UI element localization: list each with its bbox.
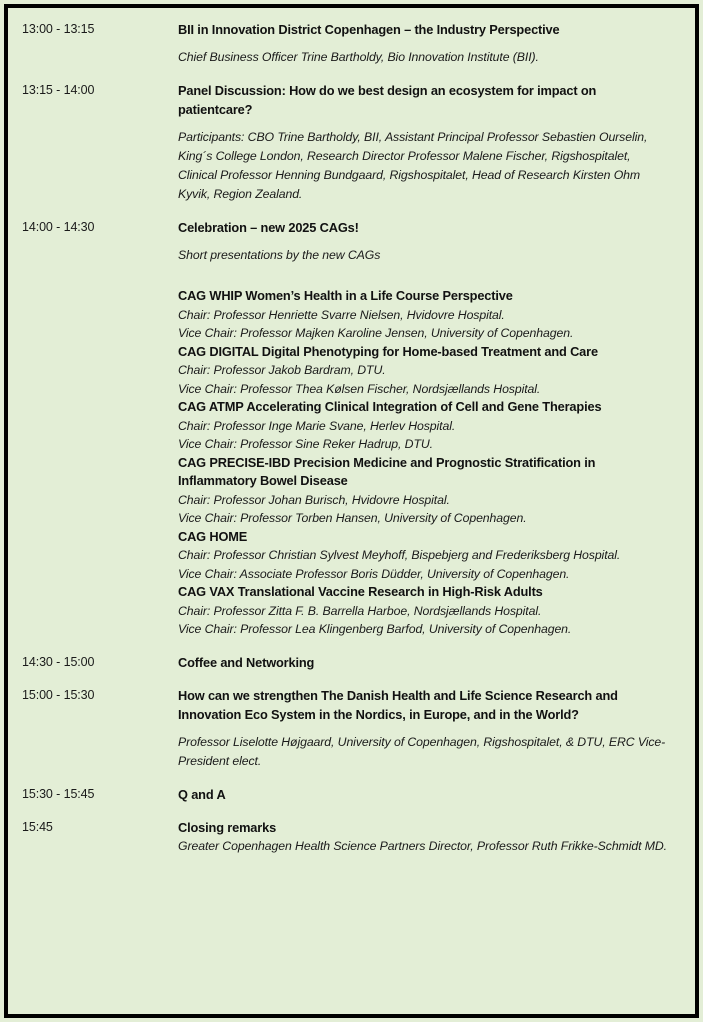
cag-name: CAG ATMP Accelerating Clinical Integration of Cell and Gene Therapies <box>178 399 602 414</box>
agenda-time: 14:30 - 15:00 <box>22 654 95 669</box>
agenda-row <box>8 81 695 204</box>
agenda-session-detail: Short presentations by the new CAGs <box>178 248 381 262</box>
agenda-row <box>8 818 695 856</box>
spacer <box>8 804 695 818</box>
cag-list-item <box>178 287 671 343</box>
spacer <box>8 67 695 81</box>
spacer <box>178 724 671 733</box>
agenda-time: 15:00 - 15:30 <box>22 687 95 702</box>
spacer <box>178 237 671 246</box>
agenda-session-detail: Chief Business Officer Trine Bartholdy, Bio Innovation Institute (BII). <box>178 50 539 64</box>
cag-name: CAG HOME <box>178 528 248 544</box>
cag-chair: Chair: Professor Zitta F. B. Barrella Harboe, Nordsjællands Hospital. <box>178 603 542 618</box>
cag-chair: Chair: Professor Jakob Bardram, DTU. <box>178 363 386 377</box>
agenda-session-detail: Professor Liselotte Højgaard, University of Copenhagen, Rigshospitalet, & DTU, ERC Vice-President elect. <box>178 734 666 768</box>
agenda-row <box>8 785 695 804</box>
spacer <box>8 639 695 653</box>
agenda-time: 13:15 - 14:00 <box>22 83 95 97</box>
agenda-content <box>178 785 695 804</box>
agenda-time: 14:00 - 14:30 <box>22 220 95 234</box>
agenda-page-frame <box>4 4 699 1018</box>
agenda-time: 13:00 - 13:15 <box>22 22 95 36</box>
agenda-content <box>178 686 695 771</box>
cag-chair: Chair: Professor Inge Marie Svane, Herlev Hospital. <box>178 418 456 433</box>
spacer <box>178 39 671 48</box>
cag-name: CAG PRECISE-IBD Precision Medicine and Prognostic Stratification in Inflammatory Bowel Disease <box>178 454 596 488</box>
spacer <box>178 265 671 287</box>
cag-name: CAG WHIP Women’s Health in a Life Course Perspective <box>178 288 513 303</box>
spacer <box>8 771 695 785</box>
cag-list-item <box>178 398 671 454</box>
agenda-row <box>8 653 695 672</box>
cag-chair: Chair: Professor Henriette Svarre Nielsen, Hvidovre Hospital. <box>178 307 505 322</box>
cag-name: CAG VAX Translational Vaccine Research in High-Risk Adults <box>178 584 543 599</box>
agenda-session-title: Coffee and Networking <box>178 654 315 670</box>
agenda-session-title: Q and A <box>178 786 226 802</box>
cag-list-item <box>178 454 671 528</box>
agenda-row <box>8 218 695 639</box>
agenda-session-title: Celebration – new 2025 CAGs! <box>178 220 359 235</box>
agenda-session-title: BII in Innovation District Copenhagen – the Industry Perspective <box>178 22 560 37</box>
agenda-content <box>178 653 695 672</box>
agenda-session-detail: Participants: CBO Trine Bartholdy, BII, Assistant Principal Professor Sebastien Ourselin, King´s College London, Research Director Professor Malene Fischer, Rigshospitalet, Clinical Professor Henning Bundgaard, Rigshospitalet, Head of Research Kirsten Ohm Kyvik, Region Zealand. <box>178 130 648 201</box>
cag-chair: Chair: Professor Johan Burisch, Hvidovre Hospital. <box>178 492 450 507</box>
cag-vice-chair: Vice Chair: Professor Thea Kølsen Fischer, Nordsjællands Hospital. <box>178 381 541 396</box>
cag-list-item <box>178 528 671 584</box>
agenda-session-title: Panel Discussion: How do we best design an ecosystem for impact on patientcare? <box>178 83 597 117</box>
cag-chair: Chair: Professor Christian Sylvest Meyhoff, Bispebjerg and Frederiksberg Hospital. <box>178 548 621 562</box>
agenda-time: 15:45 <box>22 819 53 834</box>
cag-list-item <box>178 583 671 639</box>
agenda-content <box>178 81 695 204</box>
agenda-content <box>178 20 695 67</box>
spacer <box>8 672 695 686</box>
agenda-session-title: Closing remarks <box>178 819 277 835</box>
cag-vice-chair: Vice Chair: Professor Torben Hansen, University of Copenhagen. <box>178 511 527 525</box>
cag-list-item <box>178 343 671 399</box>
cag-vice-chair: Vice Chair: Professor Lea Klingenberg Barfod, University of Copenhagen. <box>178 622 572 636</box>
agenda-table <box>8 8 695 856</box>
agenda-time: 15:30 - 15:45 <box>22 786 95 801</box>
agenda-session-detail: Greater Copenhagen Health Science Partners Director, Professor Ruth Frikke-Schmidt MD. <box>178 838 667 853</box>
agenda-session-title: How can we strengthen The Danish Health and Life Science Research and Innovation Eco System in the Nordics, in Europe, and in the World? <box>178 687 618 722</box>
agenda-content <box>178 218 695 639</box>
spacer <box>178 119 671 128</box>
agenda-row <box>8 686 695 771</box>
cag-vice-chair: Vice Chair: Professor Sine Reker Hadrup, DTU. <box>178 437 433 451</box>
cag-vice-chair: Vice Chair: Associate Professor Boris Düdder, University of Copenhagen. <box>178 566 570 581</box>
cag-vice-chair: Vice Chair: Professor Majken Karoline Jensen, University of Copenhagen. <box>178 326 574 340</box>
agenda-content <box>178 818 695 856</box>
cag-name: CAG DIGITAL Digital Phenotyping for Home-based Treatment and Care <box>178 343 598 359</box>
agenda-row <box>8 20 695 67</box>
spacer <box>8 204 695 218</box>
